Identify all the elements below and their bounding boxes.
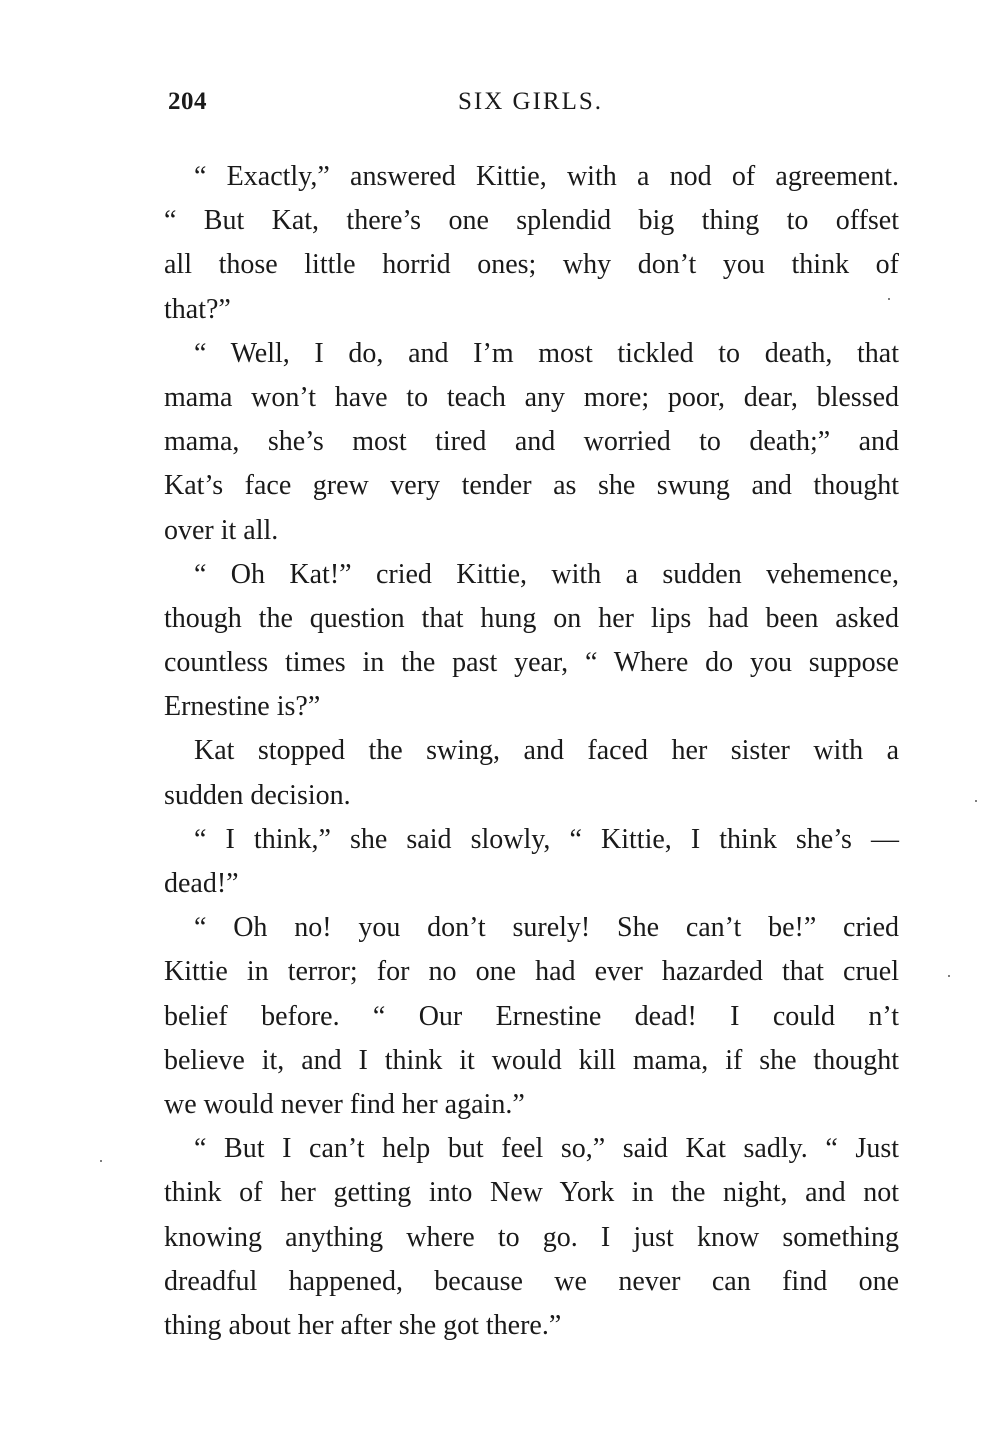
text-line: “ I think,” she said slowly, “ Kittie, I think she’s — — [194, 823, 899, 855]
text-line: “ Well, I do, and I’m most tickled to death, that — [194, 337, 899, 369]
print-speck — [975, 800, 977, 802]
page-number: 204 — [168, 88, 207, 115]
text-line: Kat’s face grew very tender as she swung and thought — [164, 470, 899, 502]
text-line: Kittie in terror; for no one had ever hazarded that cruel — [164, 956, 899, 988]
text-line: “ But Kat, there’s one splendid big thing to offset — [164, 205, 899, 237]
paragraph — [164, 332, 899, 553]
print-speck — [948, 975, 950, 977]
paragraph — [164, 1127, 899, 1348]
text-line: dreadful happened, because we never can find one — [164, 1265, 899, 1297]
text-line: “ Oh Kat!” cried Kittie, with a sudden vehemence, — [194, 558, 899, 590]
paragraph — [164, 729, 899, 817]
text-line: belief before. “ Our Ernestine dead! I could n’t — [164, 1000, 899, 1032]
text-line: that?” — [164, 293, 231, 325]
print-speck — [100, 1160, 102, 1162]
text-line: knowing anything where to go. I just know something — [164, 1221, 899, 1253]
text-line: Kat stopped the swing, and faced her sister with a — [194, 735, 899, 767]
text-line: countless times in the past year, “ Where do you suppose — [164, 647, 899, 679]
paragraph — [164, 155, 899, 332]
text-line: think of her getting into New York in the night, and not — [164, 1177, 899, 1209]
page-header — [168, 88, 618, 128]
text-line: though the question that hung on her lips had been asked — [164, 602, 899, 634]
text-line: “ Oh no! you don’t surely! She can’t be!” cried — [194, 912, 899, 944]
text-line: believe it, and I think it would kill mama, if she thought — [164, 1044, 899, 1076]
body-text — [164, 155, 899, 1348]
text-line: Ernestine is?” — [164, 691, 321, 723]
text-line: “ Exactly,” answered Kittie, with a nod of agreement. — [194, 161, 899, 192]
running-title: SIX GIRLS. — [458, 88, 604, 115]
text-line: dead!” — [164, 868, 239, 899]
text-line: thing about her after she got there.” — [164, 1309, 562, 1341]
text-line: mama won’t have to teach any more; poor, dear, blessed — [164, 381, 899, 413]
text-line: all those little horrid ones; why don’t you think of — [164, 249, 899, 281]
text-line: over it all. — [164, 514, 279, 546]
print-speck — [888, 298, 890, 300]
text-line: mama, she’s most tired and worried to death;” and — [164, 426, 899, 458]
paragraph — [164, 906, 899, 1127]
text-line: we would never find her again.” — [164, 1088, 525, 1120]
text-line: “ But I can’t help but feel so,” said Kat sadly. “ Just — [194, 1133, 899, 1165]
text-line: sudden decision. — [164, 779, 351, 811]
paragraph — [164, 818, 899, 906]
paragraph — [164, 553, 899, 730]
